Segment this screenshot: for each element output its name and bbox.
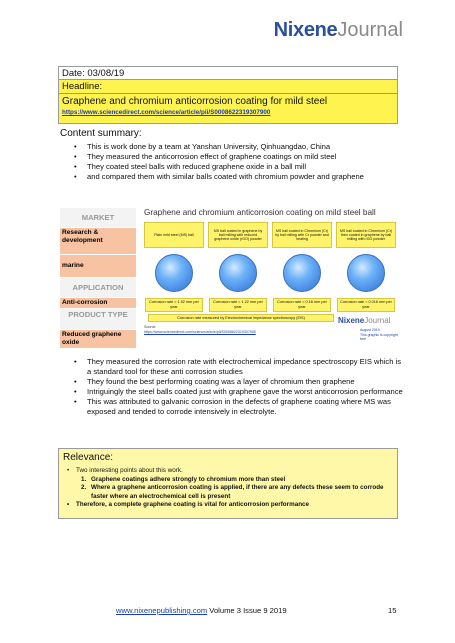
market-item: marine bbox=[60, 255, 136, 277]
application-header: APPLICATION bbox=[60, 278, 136, 297]
steel-ball-image bbox=[283, 254, 321, 292]
figure-source bbox=[144, 325, 256, 334]
market-header: MARKET bbox=[60, 208, 136, 227]
relevance-point-number: 2. bbox=[81, 484, 87, 491]
sample-caption: Plain mild steel (MS) ball bbox=[144, 222, 204, 248]
sample-caption: MS ball coated in Chromium (Cr) then coated in graphene by ball milling with rGO powder bbox=[336, 222, 396, 248]
findings-item: • They found the best performing coating was a layer of chromium then graphene bbox=[74, 377, 404, 387]
figure-logo bbox=[338, 316, 390, 325]
corrosion-rate-label: Corrosion rate = 0.16 mm per year bbox=[273, 298, 331, 312]
infographic-figure bbox=[60, 204, 400, 352]
source-url-link[interactable]: https://www.sciencedirect.com/science/article/pii/S0008622319307900 bbox=[144, 329, 256, 334]
relevance-intro: • Two interesting points about this work. bbox=[63, 467, 393, 476]
findings-list bbox=[74, 357, 404, 417]
relevance-conclusion: • Therefore, a complete graphene coating is vital for anticorrosion performance bbox=[63, 501, 393, 510]
headline-label: Headline: bbox=[58, 80, 398, 94]
steel-ball-image bbox=[219, 254, 257, 292]
sample-caption: MS ball coated in Chromium (Cr) by ball milling with Cr powder and heating bbox=[272, 222, 332, 248]
product-type-item: Reduced graphene oxide bbox=[60, 330, 136, 348]
application-item: Anti-corrosion bbox=[60, 298, 136, 308]
product-type-header: PRODUCT TYPE bbox=[60, 309, 136, 329]
sample-caption: MS ball coated in graphene by ball milling with reduced graphene oxide (rGO) powder bbox=[208, 222, 268, 248]
headline-url-link[interactable]: https://www.sciencedirect.com/science/article/pii/S0008622319307900 bbox=[62, 109, 271, 116]
figure-title: Graphene and chromium anticorrosion coating on mild steel ball bbox=[144, 208, 376, 217]
date-field: Date: 03/08/19 bbox=[58, 66, 398, 80]
summary-item: • and compared them with similar balls coated with chromium powder and graphene bbox=[74, 172, 404, 182]
page-number: 15 bbox=[388, 606, 397, 615]
relevance-point-text: Graphene coatings adhere strongly to chromium more than steel bbox=[91, 475, 286, 483]
corrosion-rate-label: Corrosion rate = 1.22 mm per year bbox=[209, 298, 267, 312]
figure-copyright-note: This graphic is copyright free bbox=[360, 332, 398, 341]
steel-ball-image bbox=[155, 254, 193, 292]
journal-logo bbox=[274, 20, 403, 40]
figure-copyright bbox=[360, 328, 400, 342]
findings-item: • They measured the corrosion rate with electrochemical impedance spectroscopy EIS which is a standard tool for these anti corrosion studies bbox=[74, 357, 404, 377]
measurement-note: Corrosion rate measured by Electrochemical impedance spectroscopy (EIS) bbox=[148, 314, 334, 322]
summary-heading: Content summary: bbox=[60, 128, 142, 139]
market-item: Research & development bbox=[60, 228, 136, 254]
summary-item: • They coated steel balls with reduced graphene oxide in a ball mill bbox=[74, 162, 404, 172]
figure-logo-nixene: Nixene bbox=[338, 316, 365, 325]
relevance-heading: Relevance: bbox=[63, 452, 114, 463]
corrosion-rate-label: Corrosion rate = 1.92 mm per year bbox=[145, 298, 203, 312]
relevance-point-number: 1. bbox=[81, 475, 87, 483]
figure-copyright-date: August 2019 bbox=[360, 328, 380, 332]
source-label: Source: bbox=[144, 325, 157, 329]
relevance-box bbox=[58, 448, 398, 519]
footer bbox=[116, 606, 287, 615]
headline-title: Graphene and chromium anticorrosion coating for mild steel bbox=[62, 96, 328, 107]
footer-issue: Volume 3 Issue 9 2019 bbox=[207, 606, 287, 615]
findings-item: • This was attributed to galvanic corrosion in the defects of graphene coating where MS was exposed and tended to corrode intensively in electrolyte. bbox=[74, 397, 404, 417]
summary-list bbox=[74, 142, 404, 182]
relevance-point bbox=[63, 484, 393, 501]
summary-item: • This is work done by a team at Yanshan University, Qinhuangdao, China bbox=[74, 142, 404, 152]
findings-item: • Intriguingly the steel balls coated just with graphene gave the worst anticorrosion performance bbox=[74, 387, 404, 397]
headline-box bbox=[58, 94, 398, 124]
footer-url-link[interactable]: www.nixenepublishing.com bbox=[116, 606, 208, 615]
relevance-point bbox=[63, 476, 393, 485]
corrosion-rate-label: Corrosion rate = 0.016 mm per year bbox=[337, 298, 395, 312]
relevance-point-text: Where a graphene anticorrosion coating is applied, if there are any defects these seem to corrode faster where an electrochemical cell is present bbox=[91, 484, 384, 500]
logo-nixene: Nixene bbox=[273, 19, 338, 41]
summary-item: • They measured the anticorrosion effect of graphene coatings on mild steel bbox=[74, 152, 404, 162]
figure-logo-journal: Journal bbox=[364, 316, 391, 325]
figure-sidebar bbox=[60, 208, 136, 348]
logo-journal: Journal bbox=[337, 19, 403, 41]
steel-ball-image bbox=[347, 254, 385, 292]
